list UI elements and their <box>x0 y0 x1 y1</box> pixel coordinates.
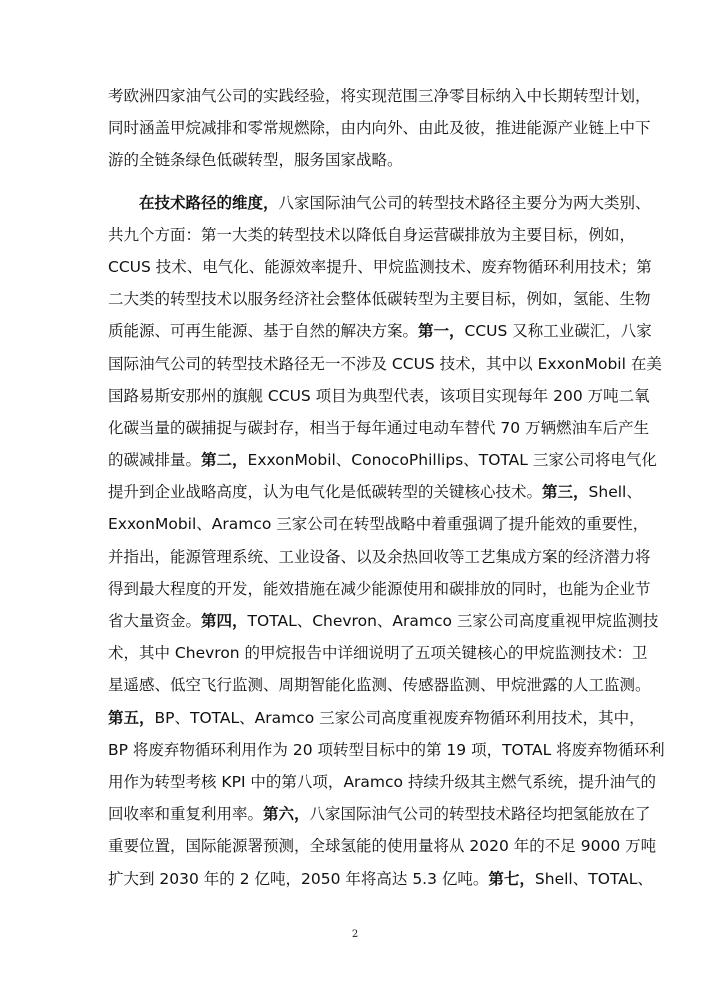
paragraph2-line-1 <box>108 187 651 219</box>
paragraph2-line-10 <box>108 476 642 508</box>
text-run: Shell、 <box>588 483 642 502</box>
paragraph2-line-18: BP 将废弃物循环利用作为 20 项转型目标中的第 19 项，TOTAL 将废弃物循环利 <box>108 740 665 759</box>
paragraph2-line-6: 国际油气公司的转型技术路径无一不涉及 CCUS 技术，其中以 ExxonMobil 在美 <box>108 354 662 373</box>
text-run: 质能源、可再生能源、基于自然的解决方案。 <box>108 322 419 341</box>
paragraph2-line-11: ExxonMobil、Aramco 三家公司在转型战略中着重强调了提升能效的重要性， <box>108 515 649 534</box>
paragraph1-line-1: 考欧洲四家油气公司的实践经验，将实现范围三净零目标纳入中长期转型计划， <box>108 87 651 105</box>
text-run: 八家国际油气公司的转型技术路径均把氢能放在了 <box>309 805 651 824</box>
point-fourth: 第四， <box>201 612 248 630</box>
paragraph2-line-7: 国路易斯安那州的旗舰 CCUS 项目为典型代表，该项目实现每年 200 万吨二氧 <box>108 386 650 405</box>
text-run: ExxonMobil、ConocoPhillips、TOTAL 三家公司将电气化 <box>247 451 657 470</box>
paragraph-gap <box>108 177 606 187</box>
paragraph2-line-8: 化碳当量的碳捕捉与碳封存，相当于每年通过电动车替代 70 万辆燃油车后产生 <box>108 418 650 437</box>
text-run: 回收率和重复利用率。 <box>108 805 264 824</box>
paragraph2-line-15: 术，其中 Chevron 的甲烷报告中详细说明了五项关键核心的甲烷监测技术：卫 <box>108 644 648 663</box>
paragraph1-line-2: 同时涵盖甲烷减排和零常规燃除，由内向外、由此及彼，推进能源产业链上中下 <box>108 119 651 138</box>
text-run: CCUS 又称工业碳汇，八家 <box>464 322 652 341</box>
paragraph2-line-9 <box>108 444 657 476</box>
text-run: TOTAL、Chevron、Aramco 三家公司高度重视甲烷监测技 <box>247 612 659 630</box>
text-run: 提升到企业战略高度，认为电气化是低碳转型的关键核心技术。 <box>108 483 543 502</box>
point-third: 第三， <box>542 483 589 502</box>
point-sixth: 第六， <box>263 805 310 824</box>
text-run: BP、TOTAL、Aramco 三家公司高度重视废弃物循环利用技术，其中， <box>154 708 645 727</box>
paragraph2-line-21: 重要位置，国际能源署预测，全球氢能的使用量将从 2020 年的不足 9000 万吨 <box>108 837 657 856</box>
text-run: Shell、TOTAL、 <box>534 869 653 888</box>
paragraph2-line-22 <box>108 863 653 895</box>
paragraph2-line-17 <box>108 702 645 734</box>
paragraph2-line-4: 二大类的转型技术以服务经济社会整体低碳转型为主要目标，例如，氢能、生物 <box>108 290 651 309</box>
text-run: 省大量资金。 <box>108 612 202 630</box>
paragraph2-line-19: 用作为转型考核 KPI 中的第八项，Aramco 持续升级其主燃气系统，提升油气的 <box>108 772 656 791</box>
page-number: 2 <box>351 929 359 940</box>
paragraph2-line-5 <box>108 315 652 347</box>
heading-technology-path: 在技术路径的维度， <box>139 193 279 212</box>
paragraph2-line-2: 共九个方面：第一大类的转型技术以降低自身运营碳排放为主要目标，例如， <box>108 225 636 244</box>
paragraph2-line-12: 并指出，能源管理系统、工业设备、以及余热回收等工艺集成方案的经济潜力将 <box>108 547 651 566</box>
body-text <box>108 80 665 895</box>
text-run: 扩大到 2030 年的 2 亿吨，2050 年将高达 5.3 亿吨。 <box>108 869 489 888</box>
paragraph2-line-20 <box>108 798 651 830</box>
point-seventh: 第七， <box>488 869 535 888</box>
point-second: 第二， <box>201 451 248 470</box>
point-first: 第一， <box>418 322 465 341</box>
paragraph2-line-13: 得到最大程度的开发，能效措施在减少能源使用和碳排放的同时，也能为企业节 <box>108 579 651 598</box>
paragraph2-line-14 <box>108 605 659 637</box>
paragraph1-line-3: 游的全链条绿色低碳转型，服务国家战略。 <box>108 151 403 170</box>
text-run: 八家国际油气公司的转型技术路径主要分为两大类别、 <box>278 193 651 212</box>
paragraph2-line-3: CCUS 技术、电气化、能源效率提升、甲烷监测技术、废弃物循环利用技术；第 <box>108 257 652 276</box>
text-run: 的碳减排量。 <box>108 451 202 470</box>
paragraph2-line-16: 星遥感、低空飞行监测、周期智能化监测、传感器监测、甲烷泄露的人工监测。 <box>108 676 651 695</box>
point-fifth: 第五， <box>108 708 155 727</box>
